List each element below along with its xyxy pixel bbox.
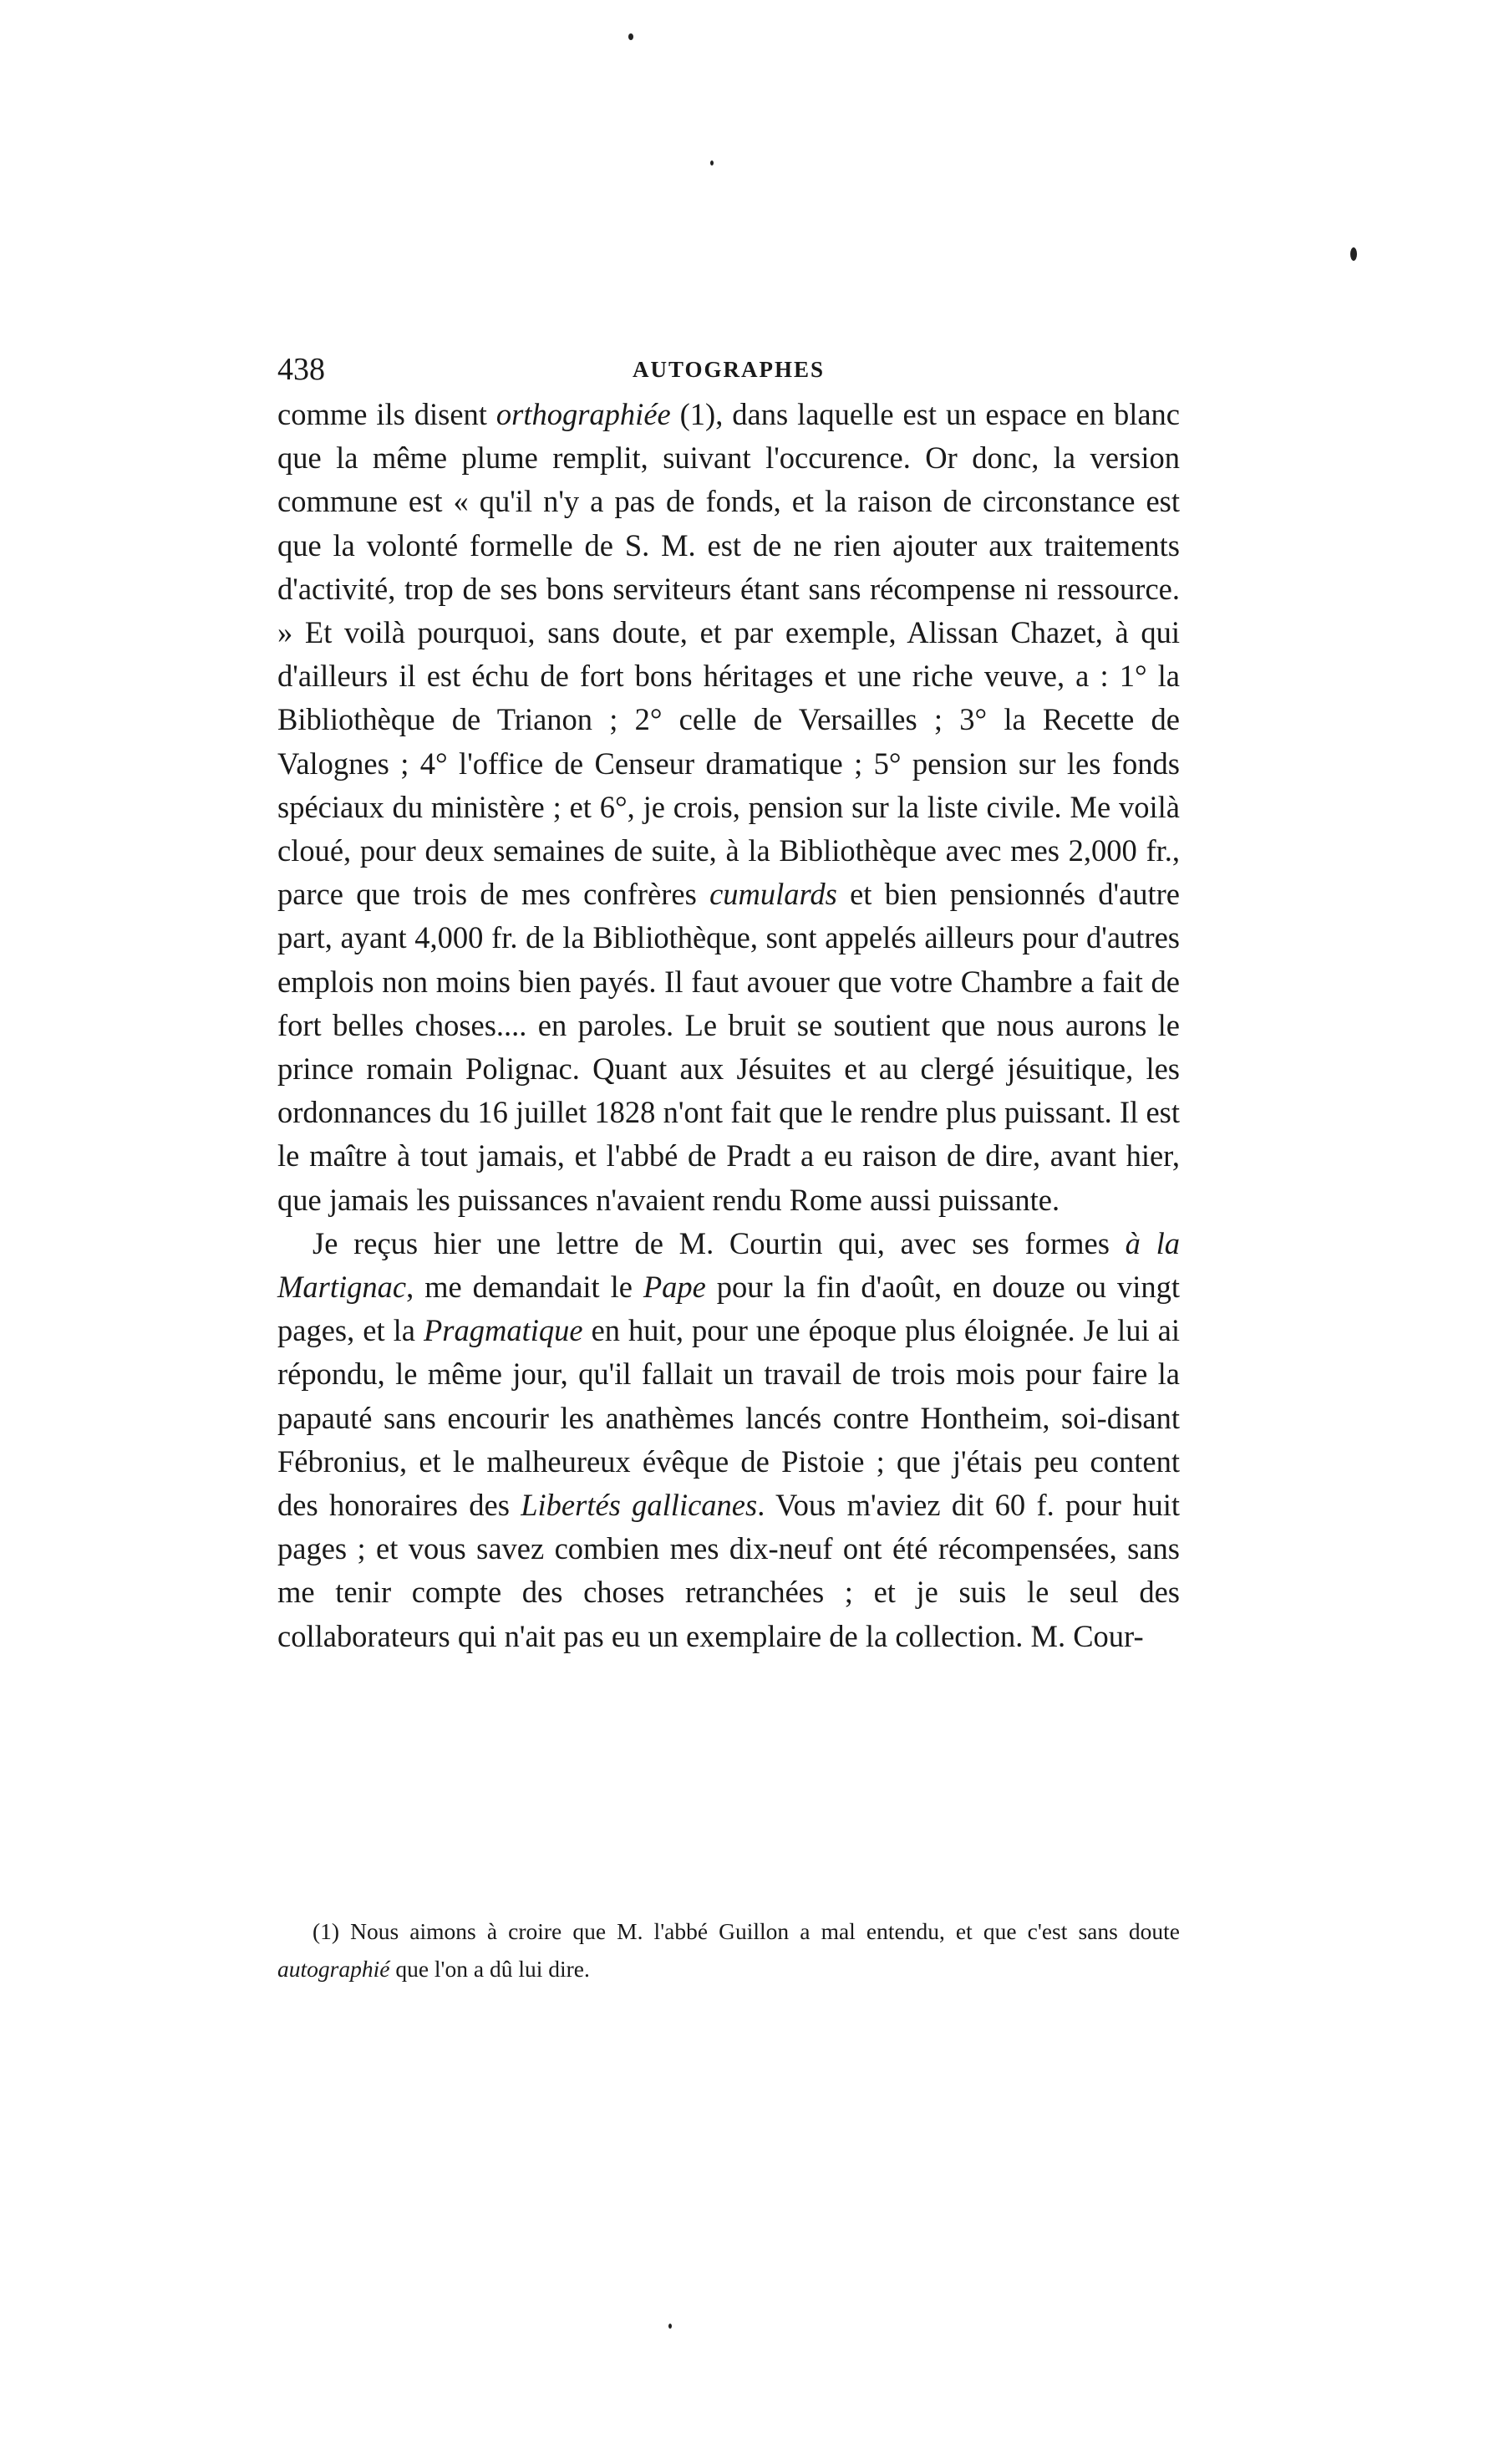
- italic-run: orthographiée: [495, 397, 671, 431]
- running-head: AUTOGRAPHES: [632, 357, 826, 382]
- text-run: pour la fin d'août, en douze ou vingt pages, et la: [277, 1270, 1180, 1348]
- italic-run: autographié: [277, 1956, 390, 1982]
- paragraph-1: [277, 393, 1180, 1222]
- text-run: (1), dans laquelle est un espace en blanc que la même plume remplit, suivant l'occurence. Or donc, la version commune est « qu'il n'y a pas de fonds, et la raison de circonstance est que la volonté formelle de S. M. est de ne rien ajouter aux traitements d'activité, trop de ses bons serviteurs étant sans récompense ni ressource. » Et voilà pourquoi, sans doute, et par exemple, Alissan Chazet, à qui d'ailleurs il est échu de fort bons héritages et une riche veuve, a : 1° la Bibliothèque de Trianon ; 2° celle de Versailles ; 3° la Recette de Valognes ; 4° l'office de Censeur dramatique ; 5° pension sur les fonds spéciaux du ministère ; et 6°, je crois, pension sur la liste civile. Me voilà cloué, pour deux semaines de suite, à la Bibliothèque avec mes 2,000 fr., parce que trois de mes confrères: [277, 397, 1180, 912]
- text-run: Je reçus hier une lettre de M. Courtin qui, avec ses formes: [313, 1225, 1126, 1260]
- text-run: en huit, pour une époque plus éloignée. Je lui ai répondu, le même jour, qu'il fallait un travail de trois mois pour faire la papauté sans encourir les anathèmes lancés contre Hontheim, soi-disant Fébronius, et le malheureux évêque de Pistoie ; que j'étais peu content des honoraires des: [277, 1313, 1180, 1523]
- italic-run: Pape: [643, 1270, 706, 1305]
- body-text: [277, 393, 1180, 1658]
- print-speck: [668, 2324, 672, 2329]
- italic-run: cumulards: [709, 877, 837, 912]
- print-speck: [628, 33, 633, 40]
- italic-run: Pragmatique: [423, 1313, 583, 1348]
- print-speck: [710, 160, 714, 165]
- italic-run: Libertés gallicanes: [521, 1488, 758, 1523]
- print-speck: [1350, 247, 1357, 261]
- paragraph-2: [277, 1222, 1180, 1658]
- page-number: 438: [277, 352, 325, 387]
- text-run: et bien pensionnés d'autre part, ayant 4,000 fr. de la Bibliothèque, sont appelés ailleurs pour d'autres emplois non moins bien payés. Il faut avouer que votre Chambre a fait de fort belles choses.... en paroles. Le bruit se soutient que nous aurons le prince romain Polignac. Quant aux Jésuites et au clergé jésuitique, les ordonnances du 16 juillet 1828 n'ont fait que le rendre plus puissant. Il est le maître à tout jamais, et l'abbé de Pradt a eu raison de dire, avant hier, que jamais les puissances n'avaient rendu Rome aussi puissante.: [277, 877, 1180, 1217]
- text-run: que l'on a dû lui dire.: [389, 1956, 590, 1982]
- page-header: [277, 349, 1180, 391]
- text-run: (1) Nous aimons à croire que M. l'abbé Guillon a mal entendu, et que c'est sans doute: [313, 1918, 1180, 1944]
- footnote: [277, 1912, 1180, 1988]
- italic-run: à la Martignac: [277, 1225, 1180, 1305]
- text-run: comme ils disent: [277, 397, 496, 431]
- text-run: . Vous m'aviez dit 60 f. pour huit pages ; et vous savez combien mes dix-neuf ont été récompensées, sans me tenir compte des choses retranchées ; et je suis le seul des collaborateurs qui n'ait pas eu un exemplaire de la collection. M. Cour-: [277, 1488, 1180, 1653]
- text-run: , me demandait le: [406, 1270, 643, 1305]
